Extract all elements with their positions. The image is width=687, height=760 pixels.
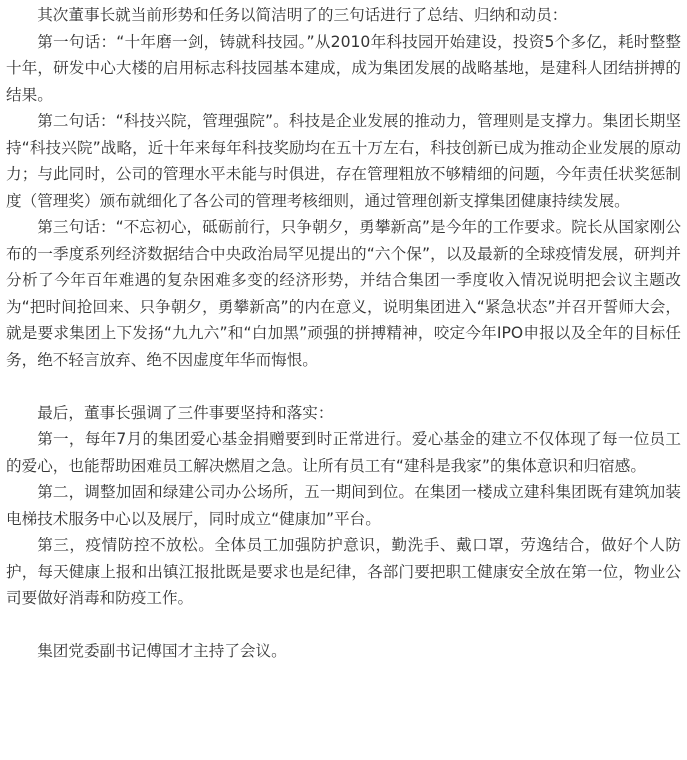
paragraph-three-matters-intro: 最后，董事长强调了三件事要坚持和落实： [37,403,334,422]
paragraph-first-saying: 第一句话：“十年磨一剑，铸就科技园。”从2010年科技园开始建设，投资5个多亿，耗时整整十年，研发中心大楼的启用标志科技园基本建成，成为集团发展的战略基地，是建科人团结拼搏的结果。 [6,32,681,104]
paragraph-spacer [6,373,681,400]
paragraph-host-note: 集团党委副书记傅国才主持了会议。 [37,642,287,660]
paragraph-third-saying: 第三句话：“不忘初心，砥砺前行，只争朝夕，勇攀新高”是今年的工作要求。院长从国家刚公布的一季度系列经济数据结合中央政治局罕见提出的“六个保”，以及最新的全球疫情发展，研判并分析了今年百年难遇的复杂困难多变的经济形势，并结合集团一季度收入情况说明把会议主题改为“把时间抢回来、只争朝夕，勇攀新高”的内在意义，说明集团进入“紧急状态”并召开誓师大会，就是要求集团上下发扬“九九六”和“白加黑”顽强的拼搏精神，咬定今年IPO申报以及全年的目标任务，绝不轻言放弃、绝不因虚度年华而悔恨。 [6,218,681,369]
paragraph-matter-three: 第三，疫情防控不放松。全体员工加强防护意识，勤洗手、戴口罩，劳逸结合，做好个人防护，每天健康上报和出镇江报批既是要求也是纪律，各部门要把职工健康安全放在第一位，物业公司要做好消毒和防疫工作。 [6,536,681,607]
paragraph-summary-intro: 其次董事长就当前形势和任务以简洁明了的三句话进行了总结、归纳和动员： [37,6,568,24]
paragraph-matter-two: 第二，调整加固和绿建公司办公场所，五一期间到位。在集团一楼成立建科集团既有建筑加装电梯技术服务中心以及展厅，同时成立“健康加”平台。 [6,483,681,528]
paragraph-spacer [6,612,681,639]
paragraph-second-saying: 第二句话：“科技兴院，管理强院”。科技是企业发展的推动力，管理则是支撑力。集团长期坚持“科技兴院”战略，近十年来每年科技奖励均在五十万左右，科技创新已成为推动企业发展的原动力；与此同时，公司的管理水平未能与时俱进，存在管理粗放不够精细的问题，今年责任状奖惩制度（管理奖）颁布就细化了各公司的管理考核细则，通过管理创新支撑集团健康持续发展。 [6,112,681,210]
paragraph-matter-one: 第一，每年7月的集团爱心基金捐赠要到时正常进行。爱心基金的建立不仅体现了每一位员工的爱心，也能帮助困难员工解决燃眉之急。让所有员工有“建科是我家”的集体意识和归宿感。 [6,430,681,475]
